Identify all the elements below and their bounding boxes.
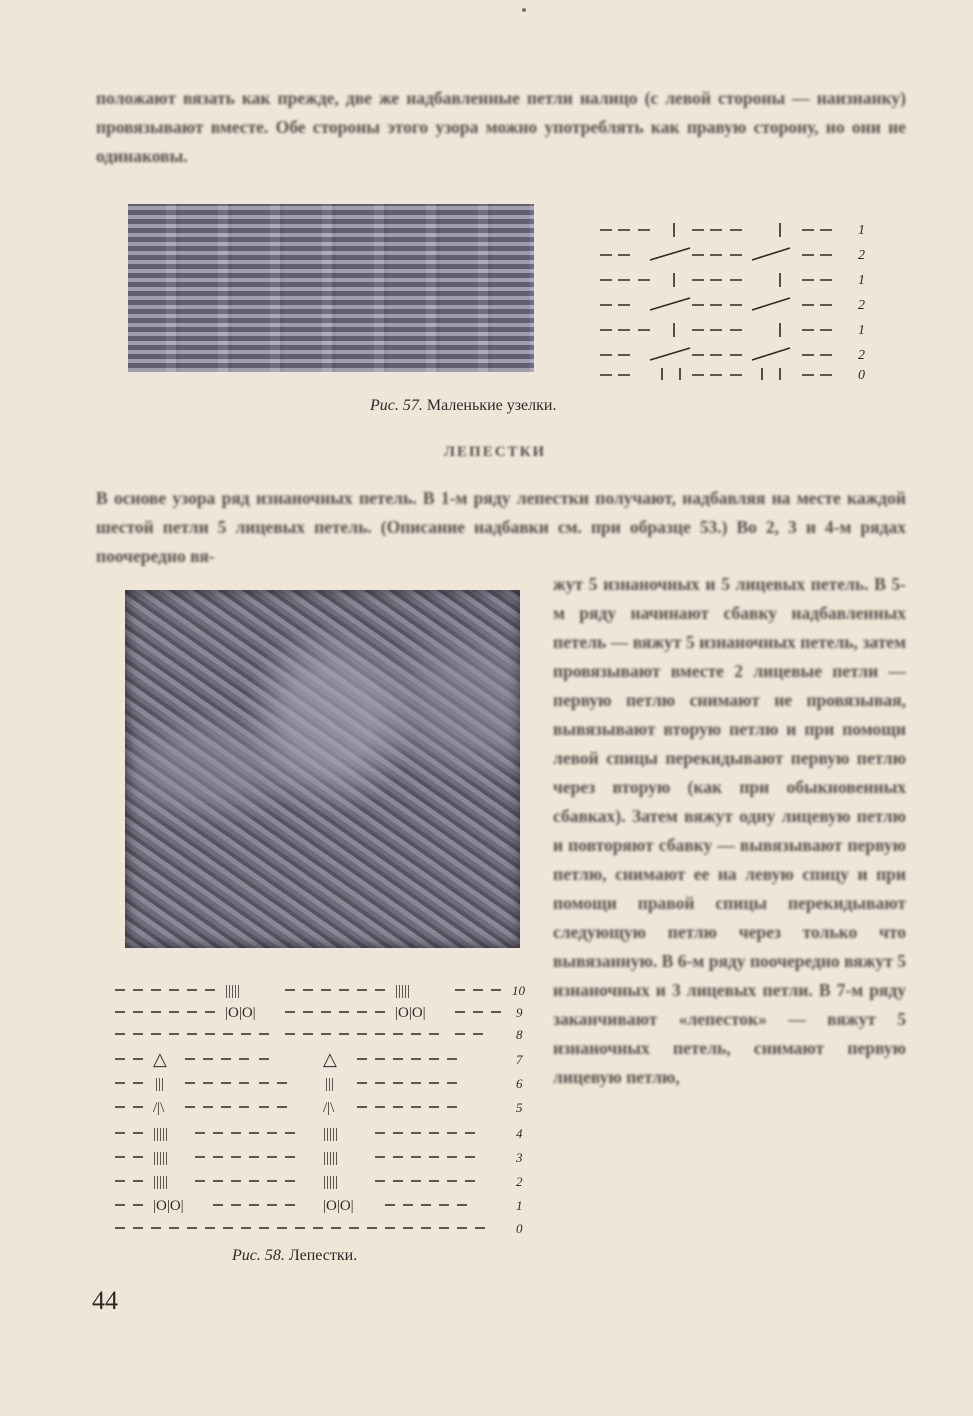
figure-58-symbol: /|\	[323, 1100, 335, 1116]
figure-58-chart	[95, 976, 535, 1241]
section-paragraph: В основе узора ряд изнаночных петель. В 1-м ряду лепестки получают, надбавляя на месте каждой шестой петли 5 лицевых петель. (Описание надбавки см. при образце 53.) Во 2, 3 и 4-м рядах поочередно вя-	[96, 488, 906, 566]
figure-58-symbol: /|\	[153, 1100, 165, 1116]
figure-58-symbol: △	[153, 1049, 167, 1069]
figure-58-symbol: |||||	[323, 1126, 339, 1142]
figure-58-row-label: 9	[516, 1005, 523, 1020]
print-speck	[522, 8, 526, 12]
page-number: 44	[92, 1286, 118, 1315]
figure-57-row-label: 2	[858, 348, 865, 363]
figure-58-symbol: |||||	[153, 1150, 169, 1166]
figure-58-symbol: |||||	[153, 1126, 169, 1142]
figure-58-row-label: 1	[516, 1198, 523, 1213]
figure-58-symbol: |||||	[323, 1150, 339, 1166]
figure-58-row-label: 3	[516, 1150, 523, 1165]
figure-58-symbol: |||	[325, 1076, 335, 1092]
figure-58-symbol: |||||	[395, 983, 411, 999]
figure-57-chart-marks	[600, 223, 832, 380]
figure-58-symbol: |||	[155, 1076, 165, 1092]
figure-57-chart	[590, 210, 880, 380]
side-paragraph: жут 5 изнаночных и 5 лицевых петель. В 5-м ряду начинают сбавку надбавленных петель — вяжут 5 изнаночных петель, затем провязывают вместе 2 лицевые петли — первую петлю снимают не провязывая, вывязывают вторую петлю и при помощи левой спицы перекидывают первую петлю через вторую (как при обыкновенных сбавках). Затем вяжут одну лицевую петлю и повторяют сбавку — вывязывают первую петлю, снимают ее на левую спицу и при помощи правой спицы перекидывают следующую петлю через только что вывязанную. В 6-м ряду поочередно вяжут 5 изнаночных и 3 лицевых петли. В 7-м ряду заканчивают «лепесток» — вяжут 5 изнаночных петель, снимают первую лицевую петлю,	[553, 574, 906, 1087]
figure-58-symbol: △	[323, 1049, 337, 1069]
figure-57-row-label: 2	[858, 248, 865, 263]
figure-57-caption-prefix: Рис. 57.	[370, 397, 423, 414]
figure-57-photo	[128, 204, 534, 372]
figure-57-row-label: 1	[858, 223, 865, 238]
figure-58-dashes	[115, 990, 501, 1228]
figure-58-caption-prefix: Рис. 58.	[232, 1247, 285, 1264]
figure-58-caption	[232, 1247, 357, 1265]
figure-57-row-label: 1	[858, 273, 865, 288]
figure-58-symbol: |O|O|	[323, 1198, 354, 1214]
figure-57-row-label: 1	[858, 323, 865, 338]
intro-paragraph: положают вязать как прежде, две же надбавленные петли налицо (с левой стороны — наизнанку) провязывают вместе. Обе стороны этого узора можно употреблять как правую сторону, но они не одинаковы.	[96, 88, 906, 166]
figure-57-caption-title: Маленькие узелки.	[426, 397, 557, 414]
section-heading: ЛЕПЕСТКИ	[443, 444, 547, 460]
figure-58-row-label: 4	[516, 1126, 523, 1141]
figure-57-row-label: 2	[858, 298, 865, 313]
figure-58-row-label: 0	[516, 1221, 523, 1236]
figure-58-symbol: |O|O|	[395, 1005, 426, 1021]
figure-58-row-label: 8	[516, 1027, 523, 1042]
figure-58-row-label: 6	[516, 1076, 523, 1091]
figure-58-photo	[125, 590, 520, 948]
figure-58-caption-title: Лепестки.	[288, 1247, 358, 1264]
figure-58-symbol: |||||	[153, 1174, 169, 1190]
figure-58-symbol: |O|O|	[153, 1198, 184, 1214]
figure-57-row-label: 0	[858, 368, 865, 380]
figure-58-row-label: 10	[512, 983, 525, 998]
figure-57-caption	[370, 397, 556, 415]
figure-58-row-label: 5	[516, 1100, 523, 1115]
figure-58-symbol: |O|O|	[225, 1005, 256, 1021]
figure-58-row-label: 2	[516, 1174, 523, 1189]
figure-58-symbol: |||||	[225, 983, 241, 999]
figure-58-symbol: |||||	[323, 1174, 339, 1190]
figure-58-row-label: 7	[516, 1052, 523, 1067]
